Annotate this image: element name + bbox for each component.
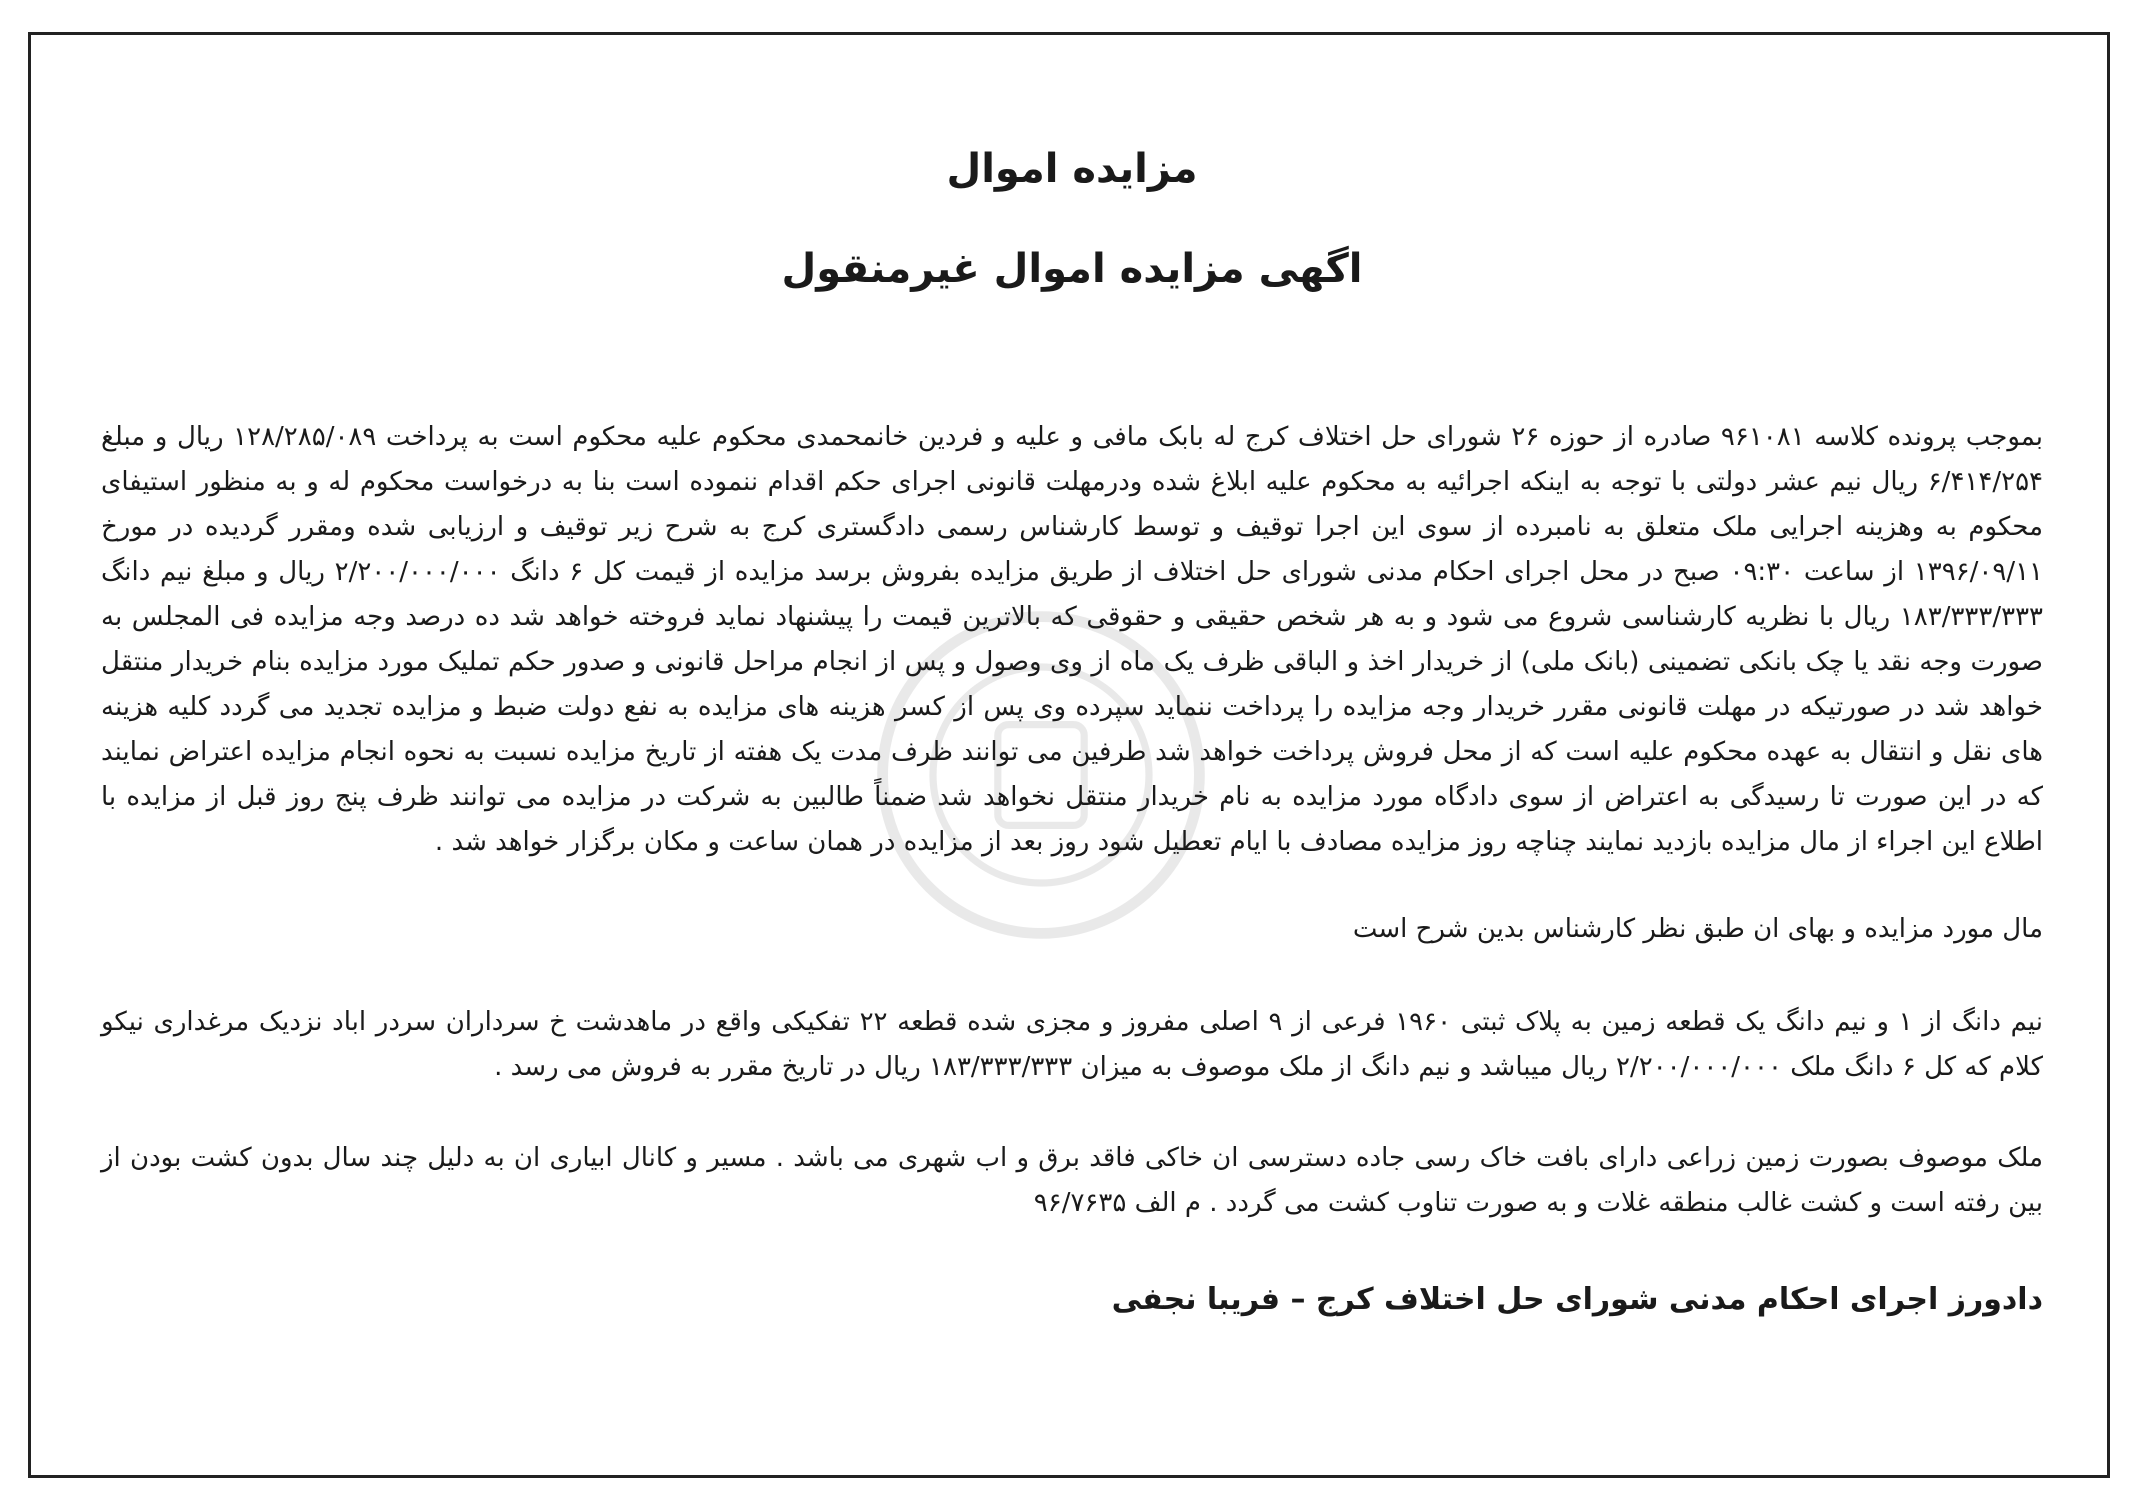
signature-line: دادورز اجرای احکام مدنی شورای حل اختلاف کرج – فریبا نجفی <box>1111 1282 2043 1317</box>
notice-body-paragraph: بموجب پرونده کلاسه ۹۶۱۰۸۱ صادره از حوزه ۲۶ شورای حل اختلاف کرج له بابک مافی و علیه و فردین خانمحمدی محکوم علیه محکوم است به پرداخت ۱۲۸/۲۸۵/۰۸۹ ریال و مبلغ ۶/۴۱۴/۲۵۴ ریال نیم عشر دولتی با توجه به اینکه اجرائیه به محکوم علیه ابلاغ شده ودرمهلت قانونی اجرای حکم اقدام ننموده است بنا به درخواست محکوم له و به منظور استیفای محکوم به وهزینه اجرایی ملک متعلق به نامبرده از سوی این اجرا توقیف و توسط کارشناس رسمی دادگستری کرج به شرح زیر توقیف و ارزیابی شده ومقرر گردیده در مورخ ۱۳۹۶/۰۹/۱۱ از ساعت ۰۹:۳۰ صبح در محل اجرای احکام مدنی شورای حل اختلاف از طریق مزایده بفروش برسد مزایده از قیمت کل ۶ دانگ ۲/۲۰۰/۰۰۰/۰۰۰ ریال و مبلغ نیم دانگ ۱۸۳/۳۳۳/۳۳۳ ریال با نظریه کارشناسی شروع می شود و به هر شخص حقیقی و حقوقی که بالاترین قیمت را پیشنهاد نماید فروخته خواهد شد ده درصد وجه مزایده فی المجلس به صورت وجه نقد یا چک بانکی تضمینی (بانک ملی) از خریدار اخذ و الباقی ظرف یک ماه از وی وصول و پس از انجام مراحل قانونی و صدور حکم تملیک مورد مزایده بنام خریدار منتقل خواهد شد در صورتیکه در مهلت قانونی مقرر خریدار وجه مزایده را پرداخت ننماید سپرده وی پس از کسر هزینه های مزایده به نفع دولت ضبط و مزایده تجدید می گردد کلیه هزینه های نقل و انتقال به عهده محکوم علیه است که از محل فروش پرداخت خواهد شد طرفین می توانند ظرف مدت یک هفته از تاریخ مزایده نسبت به نحوه انجام مزایده اعتراض نمایند که در این صورت تا رسیدگی به اعتراض از سوی دادگاه مورد مزایده به نام خریدار منتقل نخواهد شد ضمناً طالبین به شرکت در مزایده می توانند ظرف پنج روز قبل از مزایده با اطلاع این اجراء از مال مزایده بازدید نمایند چناچه روز مزایده مصادف با ایام تعطیل شود روز بعد از مزایده در همان ساعت و مکان برگزار خواهد شد . <box>101 422 2044 857</box>
notice-document <box>101 75 2043 1322</box>
notice-subtitle: اگهی مزایده اموال غیرمنقول <box>781 246 1363 292</box>
property-intro: مال مورد مزایده و بهای ان طبق نظر کارشناس بدین شرح است <box>1352 914 2043 944</box>
land-condition: ملک موصوف بصورت زمین زراعی دارای بافت خاک رسی جاده دسترسی ان خاکی فاقد برق و اب شهری می باشد . مسیر و کانال ابیاری ان به دلیل چند سال بدون کشت بودن از بین رفته است و کشت غالب منطقه غلات و به صورت تناوب کشت می گردد . م الف ۹۶/۷۶۳۵ <box>101 1143 2043 1218</box>
property-description: نیم دانگ از ۱ و نیم دانگ یک قطعه زمین به پلاک ثبتی ۱۹۶۰ فرعی از ۹ اصلی مفروز و مجزی شده قطعه ۲۲ تفکیکی واقع در ماهدشت خ سرداران سردر اباد نزدیک مرغداری نیکو کلام که کل ۶ دانگ ملک ۲/۲۰۰/۰۰۰/۰۰۰ ریال میباشد و نیم دانگ از ملک موصوف به میزان ۱۸۳/۳۳۳/۳۳۳ ریال در تاریخ مقرر به فروش می رسد . <box>101 1007 2043 1082</box>
notice-frame <box>28 32 2110 1478</box>
notice-title: مزایده اموال <box>946 146 1198 192</box>
